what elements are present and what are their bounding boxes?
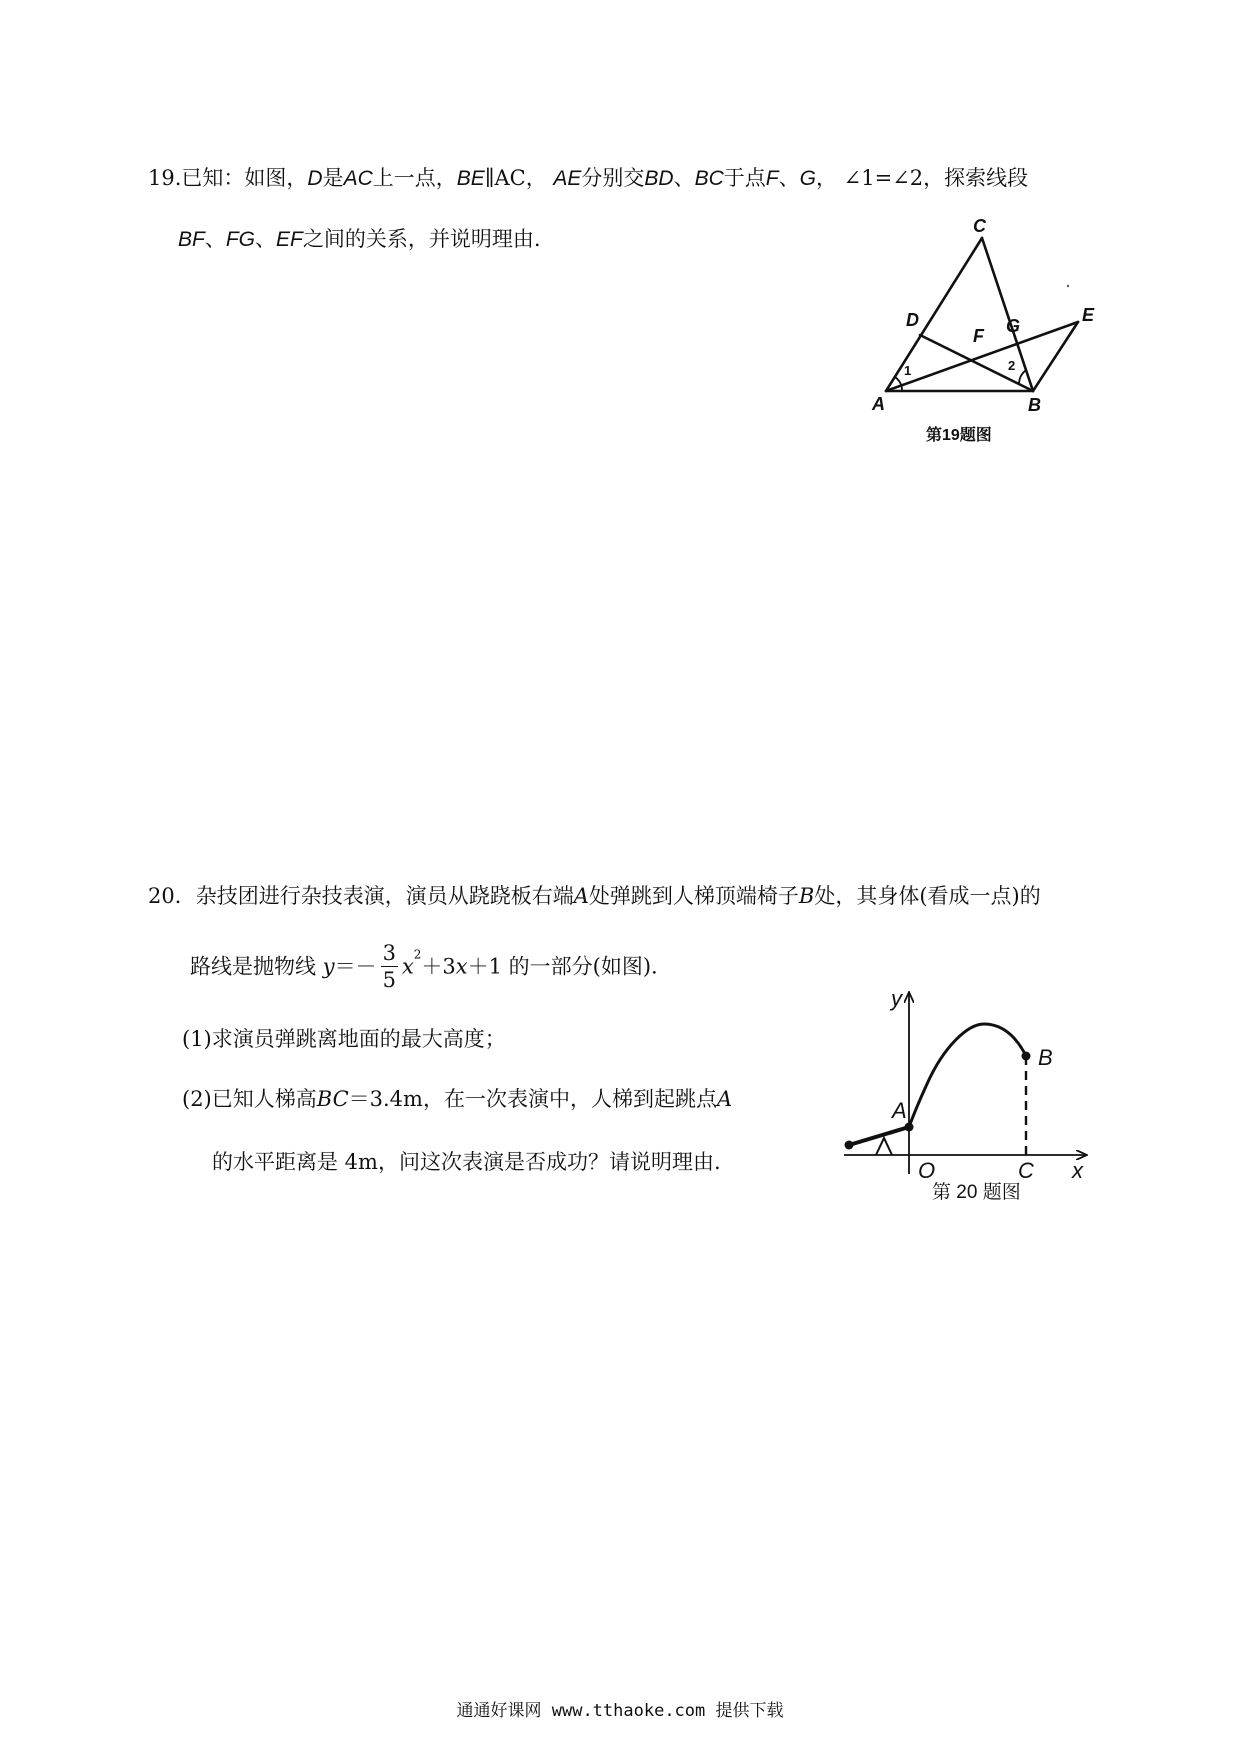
segment-be bbox=[1033, 322, 1078, 391]
q20-part-2-line-2: 的水平距离是 4m，问这次表演是否成功？请说明理由. bbox=[212, 1150, 721, 1174]
seesaw-end-dot bbox=[845, 1141, 854, 1150]
angle-2-arc bbox=[1019, 370, 1026, 384]
angle-2-label: 2 bbox=[1008, 358, 1016, 373]
point-b-dot bbox=[1022, 1052, 1031, 1061]
axis-label-y: y bbox=[891, 988, 902, 1011]
q20-part-2-line-1: (2)已知人梯高BC＝3.4m，在一次表演中，人梯到起跳点A bbox=[182, 1087, 733, 1111]
seesaw-pivot bbox=[876, 1138, 892, 1155]
point-label-c: C bbox=[1018, 1158, 1034, 1183]
point-label-d: D bbox=[906, 310, 919, 330]
seesaw-board bbox=[849, 1127, 909, 1145]
angle-1-label: 1 bbox=[904, 363, 912, 378]
parabola-path bbox=[909, 1024, 1026, 1127]
q20-line-2: 路线是抛物线 y＝－ $\frac{3}{5}$ $x^2+3x+1$ 的一部分(如图). bbox=[190, 941, 658, 993]
angle-1-arc bbox=[895, 377, 902, 391]
fraction-3-5: $\frac{3}{5}$ bbox=[382, 941, 396, 993]
point-label-a: A bbox=[872, 394, 885, 414]
footer-source: 通通好课网 www.tthaoke.com 提供下载 bbox=[456, 1701, 784, 1721]
q20-figure bbox=[836, 988, 1096, 1208]
q19-figure-caption: 第19题图 bbox=[926, 427, 992, 444]
point-label-b: B bbox=[1028, 395, 1041, 415]
q20-line-1: 20．杂技团进行杂技表演，演员从跷跷板右端A处弹跳到人梯顶端椅子B处，其身体(看成一点)的 bbox=[148, 884, 1041, 908]
point-label-c: C bbox=[973, 218, 986, 236]
q20-part-1: (1)求演员弹跳离地面的最大高度； bbox=[182, 1027, 506, 1051]
origin-label: O bbox=[918, 1158, 936, 1183]
q19-line-2: BF、FG、EF之间的关系，并说明理由. bbox=[178, 227, 541, 251]
axis-label-x: x bbox=[1072, 1158, 1083, 1183]
point-a-dot bbox=[905, 1123, 914, 1132]
q20-figure-caption: 第 20 题图 bbox=[932, 1182, 1021, 1203]
q19-line-1: 19.已知：如图，D是AC上一点，BE∥AC， AE分别交BD、BC于点F、G， ∠1=∠2，探索线段 bbox=[148, 166, 1029, 190]
point-label-e: E bbox=[1082, 305, 1095, 325]
point-label-a: A bbox=[892, 1098, 907, 1123]
segment-ac bbox=[886, 238, 982, 391]
point-label-g: G bbox=[1006, 316, 1021, 336]
point-label-b: B bbox=[1038, 1045, 1053, 1070]
q20-number: 20． bbox=[148, 884, 196, 908]
q19-figure bbox=[858, 218, 1118, 448]
q19-number: 19. bbox=[148, 166, 182, 190]
point-label-f: F bbox=[973, 326, 984, 346]
